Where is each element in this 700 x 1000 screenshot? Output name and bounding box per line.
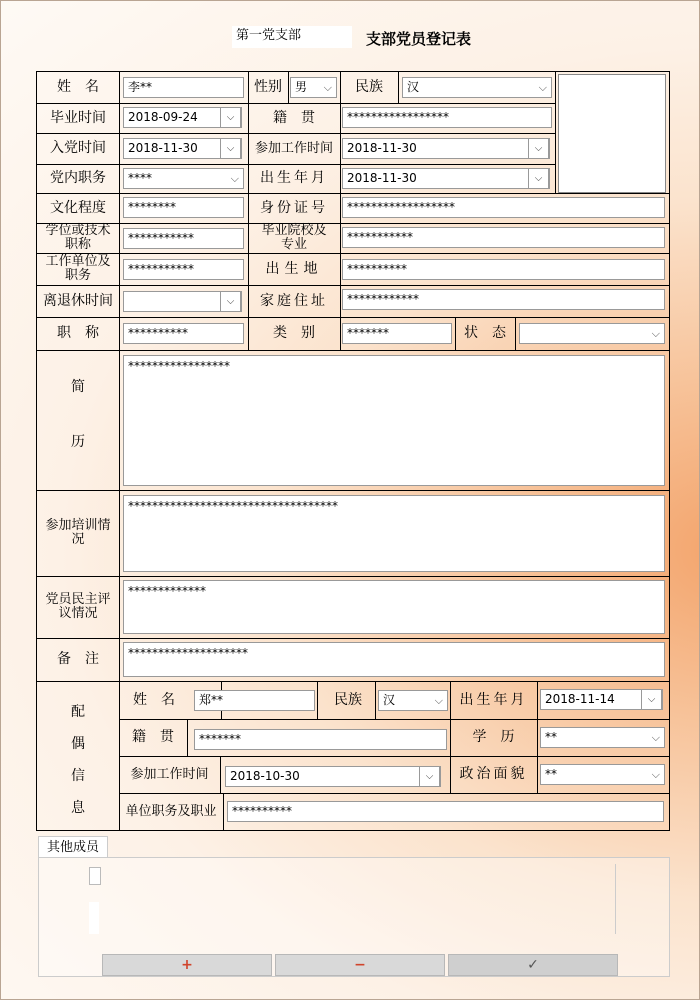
category-label: 类 别: [273, 325, 315, 342]
spouse-native-label: 籍 贯: [132, 729, 174, 746]
page-title: 支部党员登记表: [366, 30, 472, 48]
pro-title-input[interactable]: **********: [123, 323, 244, 344]
divider: [220, 756, 221, 793]
spouse-political-select[interactable]: [540, 764, 665, 785]
spouse-education-label: 学 历: [472, 729, 515, 746]
divider: [288, 72, 289, 103]
education-label: 文化程度: [50, 199, 106, 216]
add-member-button[interactable]: +: [102, 954, 272, 976]
divider: [223, 793, 224, 830]
spouse-birth-value: 2018-11-14: [545, 692, 615, 706]
divider: [187, 719, 188, 756]
divider: [37, 317, 669, 318]
calendar-spin-icon[interactable]: ⌵: [220, 291, 241, 312]
divider: [37, 638, 669, 639]
training-textarea[interactable]: ***********************************: [123, 495, 665, 572]
calendar-spin-icon[interactable]: ⌵: [220, 138, 241, 159]
pro-title-label: 职 称: [57, 325, 99, 342]
header: [0, 26, 700, 50]
party-post-value: ****: [128, 171, 152, 185]
resume-textarea[interactable]: *****************: [123, 355, 665, 486]
status-select[interactable]: [519, 323, 665, 344]
calendar-spin-icon[interactable]: ⌵: [220, 107, 241, 128]
spouse-political-value: **: [545, 767, 557, 781]
divider: [537, 681, 538, 793]
grad-time-value: 2018-09-24: [128, 110, 198, 124]
divider: [515, 317, 516, 350]
native-place-input[interactable]: *****************: [342, 107, 552, 128]
spouse-ethnicity-label: 民族: [334, 691, 362, 708]
spouse-education-value: **: [545, 730, 557, 744]
chevron-down-icon: ⌵: [434, 694, 443, 707]
gender-value: 男: [295, 80, 308, 94]
member-registration-form: [36, 71, 670, 831]
remarks-textarea[interactable]: ********************: [123, 642, 665, 677]
birth-label: 出生年月: [260, 170, 328, 187]
resume-label-1: 简: [71, 378, 85, 395]
evaluation-label: 党员民主评议情况: [45, 592, 111, 621]
spouse-birth-picker[interactable]: [540, 689, 663, 710]
grad-time-label: 毕业时间: [50, 109, 106, 126]
work-start-label: 参加工作时间: [254, 140, 333, 156]
spouse-native-input[interactable]: *******: [194, 729, 447, 750]
retire-time-picker[interactable]: [123, 291, 242, 312]
divider: [119, 72, 120, 681]
spouse-name-label: 姓 名: [133, 691, 175, 708]
training-label: 参加培训情况: [45, 518, 111, 547]
branch-name-field[interactable]: 第一党支部: [232, 26, 352, 48]
grad-time-picker[interactable]: [123, 107, 242, 128]
id-number-input[interactable]: ******************: [342, 197, 665, 218]
remarks-label: 备 注: [57, 651, 99, 668]
work-start-value: 2018-11-30: [347, 141, 417, 155]
ethnicity-select[interactable]: [402, 77, 552, 98]
calendar-spin-icon[interactable]: ⌵: [528, 138, 549, 159]
row-selector[interactable]: [89, 902, 99, 934]
address-label: 家庭住址: [260, 292, 328, 309]
spouse-political-label: 政治面貌: [459, 766, 528, 783]
evaluation-textarea[interactable]: *************: [123, 580, 665, 634]
spouse-work-start-picker[interactable]: [225, 766, 441, 787]
row-selector[interactable]: [89, 867, 101, 885]
spouse-unit-label: 单位职务及职业: [125, 803, 217, 819]
calendar-spin-icon[interactable]: ⌵: [528, 168, 549, 189]
spouse-birth-label: 出生年月: [459, 691, 528, 708]
chevron-down-icon: ⌵: [538, 81, 547, 94]
native-place-label: 籍 贯: [273, 109, 315, 126]
calendar-spin-icon[interactable]: ⌵: [419, 766, 440, 787]
spouse-section-label-2: 偶: [71, 735, 85, 752]
calendar-spin-icon[interactable]: ⌵: [641, 689, 662, 710]
gender-select[interactable]: [290, 77, 337, 98]
name-label: 姓 名: [57, 79, 99, 96]
chevron-down-icon: ⌵: [651, 731, 660, 744]
chevron-down-icon: ⌵: [651, 327, 660, 340]
divider: [555, 72, 556, 193]
ethnicity-value: 汉: [407, 80, 420, 94]
spouse-section-label-3: 信: [71, 767, 85, 784]
divider: [317, 681, 318, 719]
join-party-value: 2018-11-30: [128, 141, 198, 155]
spouse-work-start-label: 参加工作时间: [130, 766, 209, 782]
join-party-label: 入党时间: [50, 140, 106, 157]
divider: [37, 193, 669, 194]
degree-input[interactable]: ***********: [123, 228, 244, 249]
gender-label: 性别: [254, 79, 282, 96]
spouse-ethnicity-select[interactable]: [378, 690, 448, 711]
address-input[interactable]: ************: [342, 289, 665, 310]
join-party-picker[interactable]: [123, 138, 242, 159]
chevron-down-icon: ⌵: [323, 81, 332, 94]
divider: [37, 285, 669, 286]
retire-time-label: 离退休时间: [43, 292, 113, 309]
name-input[interactable]: 李**: [123, 77, 244, 98]
work-start-picker[interactable]: [342, 138, 550, 159]
birthplace-label: 出生地: [265, 260, 323, 277]
photo-box[interactable]: [558, 74, 666, 193]
spouse-section-label-1: 配: [71, 703, 85, 720]
other-members-tab[interactable]: 其他成员: [38, 836, 108, 858]
divider: [340, 72, 341, 350]
spouse-unit-input[interactable]: **********: [227, 801, 664, 822]
work-unit-input[interactable]: ***********: [123, 259, 244, 280]
birthplace-input[interactable]: **********: [342, 259, 665, 280]
birth-picker[interactable]: [342, 168, 550, 189]
divider: [398, 72, 399, 103]
divider: [37, 350, 669, 351]
confirm-member-button[interactable]: ✓: [448, 954, 618, 976]
spouse-education-select[interactable]: [540, 727, 665, 748]
status-label: 状 态: [464, 325, 506, 342]
divider: [37, 576, 669, 577]
spouse-ethnicity-value: 汉: [383, 693, 396, 707]
degree-label: 学位或技术职称: [45, 223, 111, 252]
scrollbar[interactable]: [615, 864, 616, 934]
chevron-down-icon: ⌵: [230, 172, 239, 185]
divider: [119, 719, 669, 720]
ethnicity-label: 民族: [355, 79, 383, 96]
divider: [37, 223, 669, 224]
school-input[interactable]: ***********: [342, 227, 665, 248]
remove-member-button[interactable]: −: [275, 954, 445, 976]
category-input[interactable]: *******: [342, 323, 452, 344]
school-label: 毕业院校及专业: [261, 223, 327, 252]
spouse-name-input[interactable]: 郑**: [194, 690, 315, 711]
divider: [340, 317, 341, 350]
divider: [375, 681, 376, 719]
education-input[interactable]: ********: [123, 197, 244, 218]
resume-label-2: 历: [71, 433, 85, 450]
divider: [37, 253, 669, 254]
party-post-label: 党内职务: [50, 170, 106, 187]
spouse-work-start-value: 2018-10-30: [230, 769, 300, 783]
id-number-label: 身份证号: [260, 199, 328, 216]
spouse-section-label-4: 息: [71, 799, 85, 816]
divider: [37, 490, 669, 491]
work-unit-label: 工作单位及职务: [45, 254, 111, 283]
chevron-down-icon: ⌵: [651, 768, 660, 781]
birth-value: 2018-11-30: [347, 171, 417, 185]
party-post-select[interactable]: [123, 168, 244, 189]
